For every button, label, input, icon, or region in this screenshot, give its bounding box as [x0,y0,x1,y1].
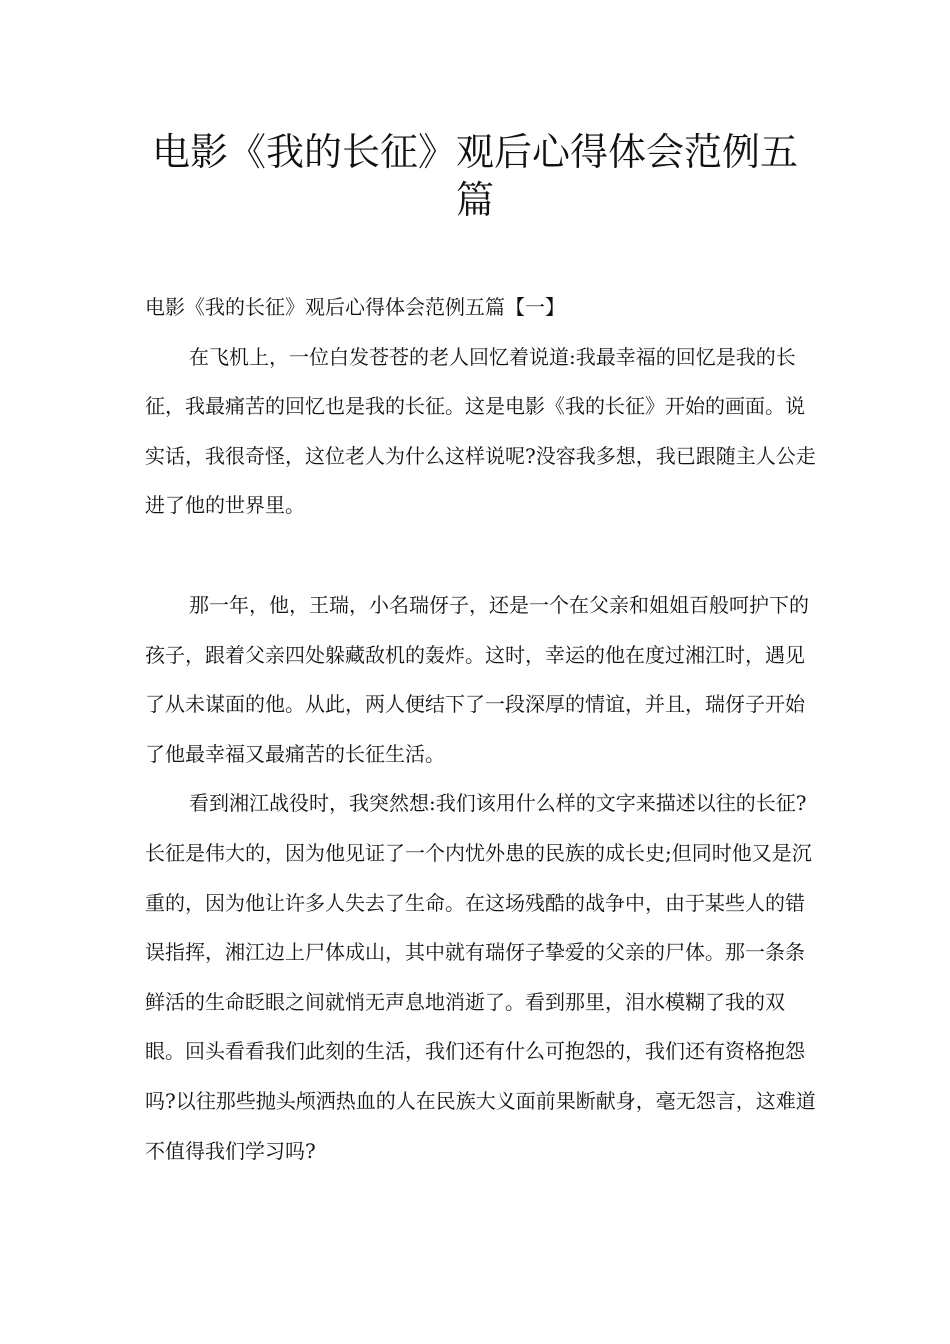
paragraph-2: 那一年，他，王瑞，小名瑞伢子，还是一个在父亲和姐姐百般呵护下的孩子，跟着父亲四处躲藏敌机的轰炸。这时，幸运的他在度过湘江时，遇见了从未谋面的他。从此，两人便结下了一段深厚的情谊，并且，瑞伢子开始了他最幸福又最痛苦的长征生活。 [145,592,809,766]
document-title: 电影《我的长征》观后心得体会范例五篇 [151,130,798,222]
paragraph-3: 看到湘江战役时，我突然想:我们该用什么样的文字来描述以往的长征?长征是伟大的，因为他见证了一个内忧外患的民族的成长史;但同时他又是沉重的，因为他让许多人失去了生命。在这场残酷的战争中，由于某些人的错误指挥，湘江边上尸体成山，其中就有瑞伢子挚爱的父亲的尸体。那一条条鲜活的生命眨眼之间就悄无声息地消逝了。看到那里，泪水模糊了我的双眼。回头看看我们此刻的生活，我们还有什么可抱怨的，我们还有资格抱怨吗?以往那些抛头颅洒热血的人在民族大义面前果断献身，毫无怨言，这难道不值得我们学习吗? [145,791,816,1163]
document-body [145,283,820,1176]
paragraph-spacer [145,531,820,581]
paragraph-1: 在飞机上，一位白发苍苍的老人回忆着说道:我最幸福的回忆是我的长征，我最痛苦的回忆也是我的长征。这是电影《我的长征》开始的画面。说实话，我很奇怪，这位老人为什么这样说呢?没容我多想，我已跟随主人公走进了他的世界里。 [145,344,816,518]
section-heading: 电影《我的长征》观后心得体会范例五篇【一】 [145,295,565,319]
